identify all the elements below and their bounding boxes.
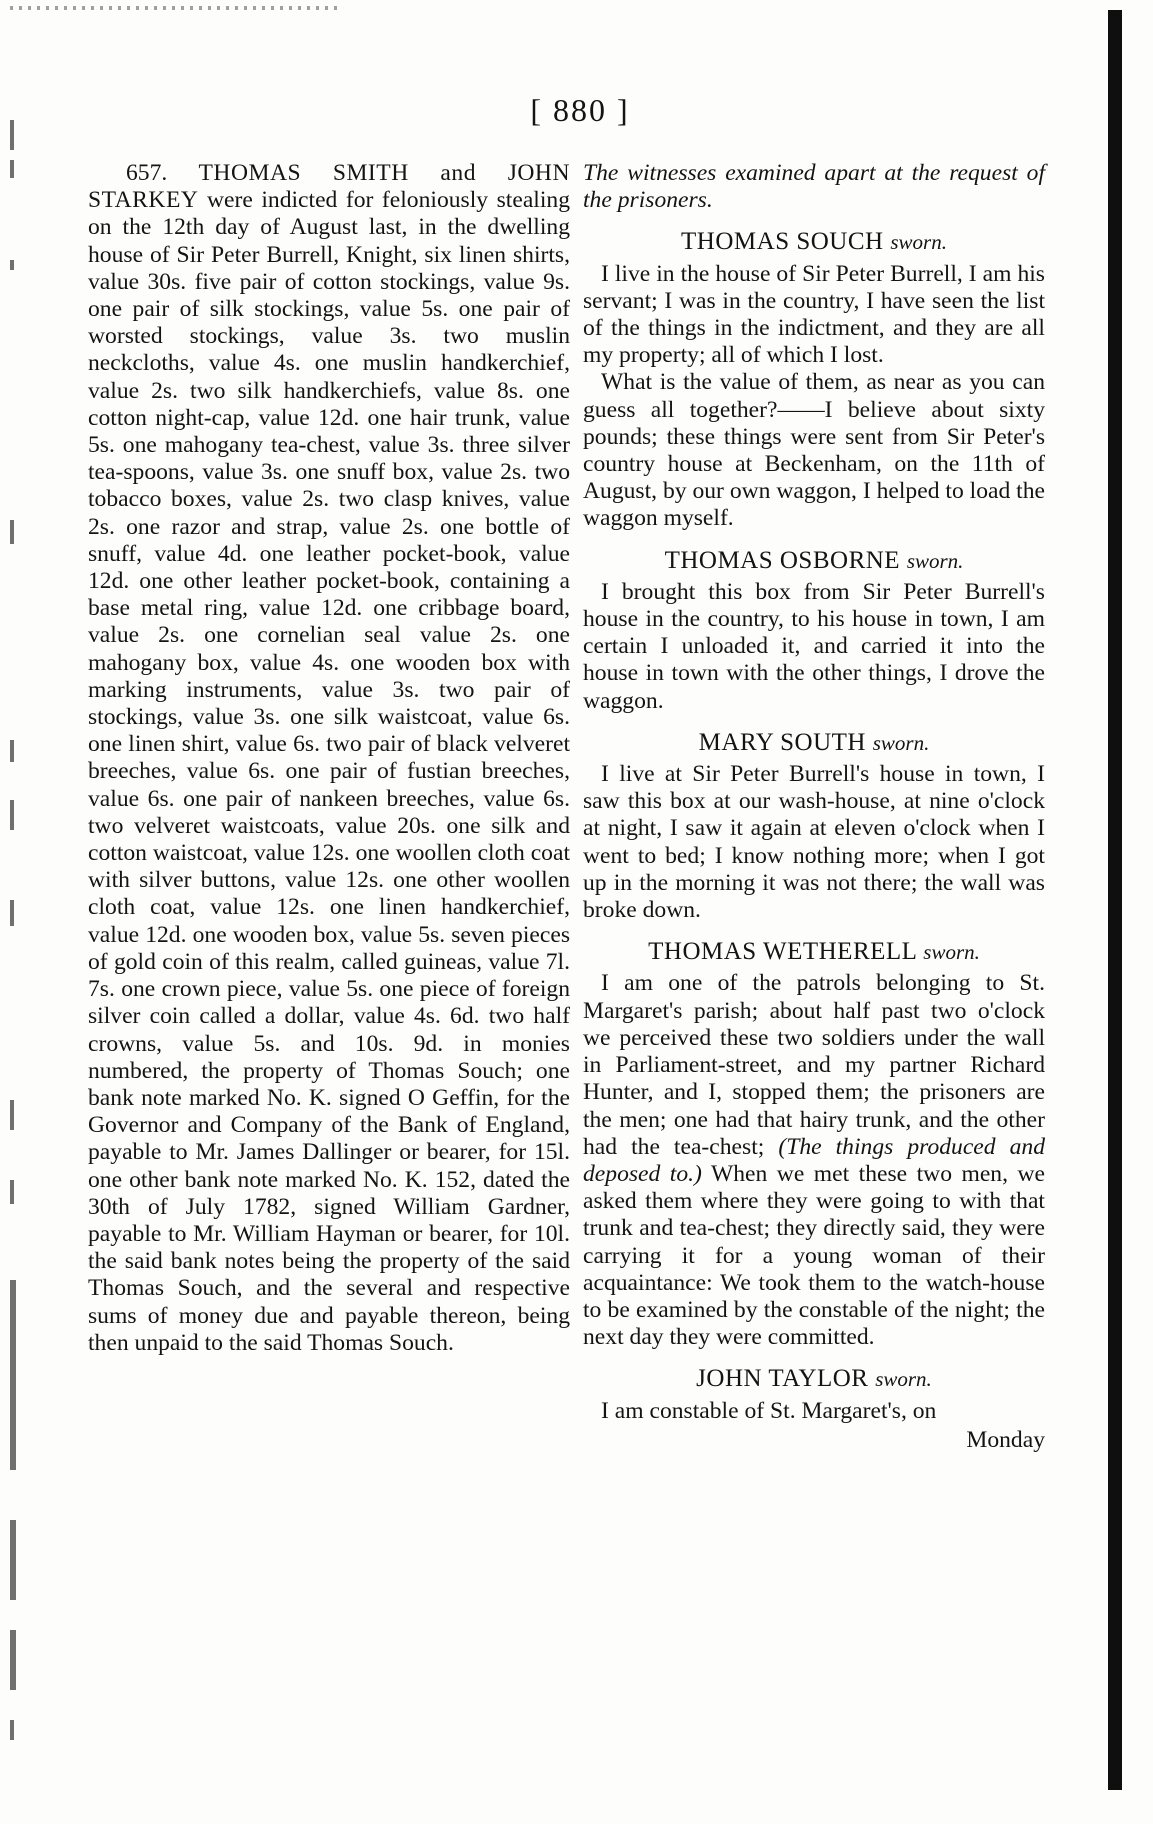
stage-note: (The things produced and deposed to.) (583, 1133, 1045, 1187)
witness-heading (583, 938, 1045, 966)
testimony-paragraph: I am constable of St. Margaret's, on (601, 1397, 937, 1424)
witness-name: THOMAS WETHERELL (648, 938, 917, 966)
scan-noise (10, 6, 340, 10)
binding-edge (1108, 10, 1122, 1790)
testimony-text: I am one of the patrols belonging to St. Margaret's parish; about half past two o'clock we perceived these two soldiers under the wall in Parliament-street, and my partner Richard Hunter, and I, stopped them; the prisoners are the men; one had that hairy trunk, and the other had the tea-chest; (583, 970, 1045, 1160)
testimony-paragraph (583, 970, 1045, 1351)
witness-heading (583, 547, 1045, 575)
witness-name: THOMAS OSBORNE (664, 546, 901, 574)
page-number: [ 880 ] (530, 92, 630, 128)
margin-scan-marks (6, 100, 28, 1800)
witness-name: THOMAS SOUCH (681, 228, 884, 256)
sworn-label: sworn. (923, 940, 980, 965)
testimony-text: When we met these two men, we asked them where they were going to with that trunk and tea-chest; they directly said, they were carrying it for a young woman of their acquaintance: We took them to the watch-house to be examined by the constable of the night; the next day they were committed. (583, 1160, 1045, 1351)
witness-section (583, 938, 1045, 1351)
witness-name: JOHN TAYLOR (696, 1365, 869, 1393)
left-column (88, 160, 570, 1357)
sworn-label: sworn. (906, 548, 964, 573)
sworn-label: sworn. (890, 230, 947, 255)
defendant-names: THOMAS SMITH and JOHN STARKEY (88, 160, 570, 214)
witness-heading (583, 228, 1045, 256)
witness-heading (583, 1365, 1045, 1393)
witness-heading (583, 729, 1045, 757)
testimony-paragraph: I live in the house of Sir Peter Burrell, I am his servant; I was in the country, I have seen the list of the things in the indictment, and they are all my property; all of which I lost. (583, 260, 1045, 369)
indictment-text: were indicted for feloniously stealing on the 12th day of August last, in the dwelling house of Sir Peter Burrell, Knight, six linen shirts, value 30s. five pair of cotton stockings, value 9s. one pair of silk stockings, value 5s. one pair of worsted stockings, value 3s. two muslin neckcloths, value 4s. one muslin handkerchief, value 2s. two silk handkerchiefs, value 8s. one cotton night-cap, value 12d. one hair trunk, value 5s. one mahogany tea-chest, value 3s. three silver tea-spoons, value 3s. one snuff box, value 2s. two tobacco boxes, value 2s. two clasp knives, value 2s. one razor and strap, value 2s. one bottle of snuff, value 4d. one leather pocket-book, value 12d. one other leather pocket-book, containing a base metal ring, value 12d. one cribbage board, value 2s. one cornelian seal value 2s. one mahogany box, value 4s. one wooden box with marking instruments, value 3s. two pair of stockings, value 3s. one silk waistcoat, value 6s. one linen shirt, value 6s. two pair of black velveret breeches, value 6s. one pair of fustian breeches, value 6s. one pair of nankeen breeches, value 6s. two velveret waistcoats, value 20s. one silk and cotton waistcoat, value 12s. one woollen cloth coat with silver buttons, value 12s. one other woollen cloth coat, value 12s. one linen handkerchief, value 12d. one wooden box, value 5s. seven pieces of gold coin of this realm, called guineas, value 7l. 7s. one crown piece, value 5s. one piece of foreign silver coin called a dollar, value 4s. 6d. two half crowns, value 5s. and 10s. 9d. in monies numbered, the property of Thomas Souch; one bank note marked No. K. signed O Geffin, for the Governor and Company of the Bank of England, payable to Mr. James Dallinger or bearer, for 15l. one other bank note marked No. K. 152, dated the 30th of July 1782, signed William Gardner, payable to Mr. William Hayman or bearer, for 10l. the said bank notes being the property of the said Thomas Souch, and the several and respective sums of money due and payable thereon, being then unpaid to the said Thomas Souch. (88, 187, 570, 1356)
testimony-paragraph: I brought this box from Sir Peter Burrell's house in the country, to his house in town, I am certain I unloaded it, and carried it into the house in town with the other things, I drove the waggon. (583, 578, 1045, 714)
witness-note: The witnesses examined apart at the request of the prisoners. (583, 160, 1045, 214)
witness-section (583, 1365, 1045, 1454)
right-column (583, 160, 1045, 1454)
case-number: 657. (126, 160, 168, 186)
witness-section (583, 228, 1045, 532)
sworn-label: sworn. (872, 730, 930, 755)
sworn-label: sworn. (875, 1367, 932, 1392)
testimony-paragraph: I live at Sir Peter Burrell's house in town, I saw this box at our wash-house, at nine o'clock at night, I saw it again at eleven o'clock when I went to bed; I know nothing more; when I got up in the morning it was not there; the wall was broke down. (583, 761, 1045, 924)
witness-section (583, 547, 1045, 715)
catchword: Monday (966, 1426, 1045, 1453)
testimony-paragraph: What is the value of them, as near as you can guess all together?——I believe about sixty pounds; these things were sent from Sir Peter's country house at Beckenham, on the 11th of August, by our own waggon, I helped to load the waggon myself. (583, 369, 1045, 532)
witness-section (583, 729, 1045, 924)
indictment-paragraph (88, 160, 570, 1357)
witness-name: MARY SOUTH (698, 728, 866, 756)
